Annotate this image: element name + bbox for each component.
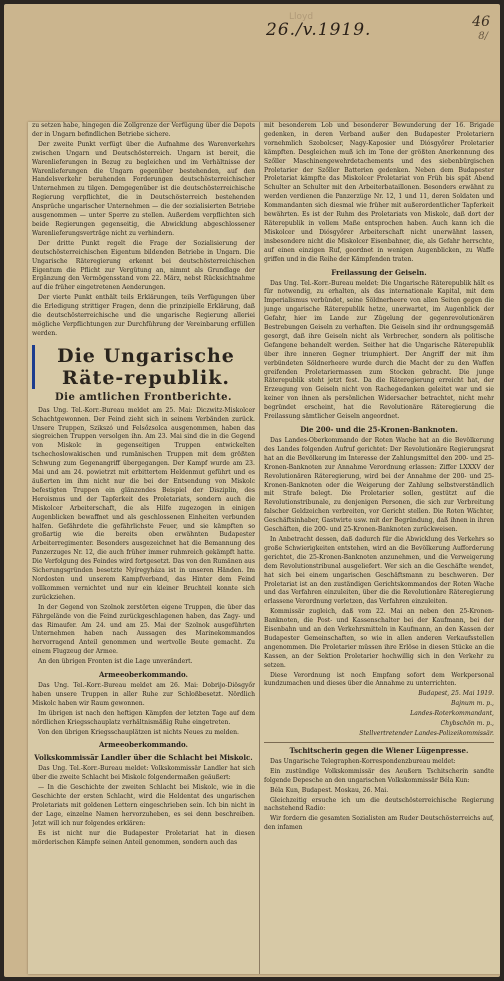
paragraph: mit besonderem Lob und besonderer Bewunderung der 16. Brigade gedenken, in deren Verband außer den Budapester Proletariern vornehmlich Szobolcser, Nagy-Kaposier und Diósgyőrer Proletarier kämpften. Desgleichen muß ich im Tone der größten Anerkennung des Szőller Maschinengewehrdetachements und des siebenbürgischen Proletarier der Szőller Batterien gedenken. Neben dem Budapester Proletariat kämpfte das Miskolcer Proletariat von Früh bis spät Abend Schulter an Schulter mit den Arbeiterbataillonen. Besonders erwähnt zu werden verdienen die Panzerzüge Nr. 12, 1 und 11, deren Soldaten und Kommandanten sich diesmal wie früher mit außerordentlicher Tapferkeit bewährten. Es ist der Ruhm des Proletariats von Miskolc, daß dort der Räterepublik in vollem Maße entsprochen haben. Auch kann ich die Miskolcer und Diósgyőrer Arbeiterschaft nicht unerwähnt lassen, insbesondere nicht die Miskolcer Eisenbahner, die, als Gefahr herrschte, auf einen einzigen Ruf, geordnet in wenigen Augenblicken, zu Waffe griffen und in die Reihe der Kämpfenden traten. [264, 122, 494, 263]
paragraph: Das Ung. Tel.-Korr.-Bureau meldet: Volkskommissär Landler hat sich über die zweite Schlacht bei Miskolc folgendermaßen geäußert: [32, 765, 255, 782]
section-heading: Volkskommissär Landler über die Schlacht bei Miskolc. [34, 753, 253, 763]
paragraph: Von den übrigen Kriegsschauplätzen ist nichts Neues zu melden. [38, 728, 239, 736]
paragraph: Im übrigen ist nach den heftigen Kämpfen der letzten Tage auf dem nördlichen Kriegsschauplatz verhältnismäßig Ruhe eingetreten. [32, 709, 255, 726]
pencil-page-number: 8/ [478, 31, 488, 42]
section-signature: Armeeoberkommando. [99, 670, 188, 680]
handwritten-page-number: 46 [472, 14, 490, 30]
paragraph: Kommissär zugleich, daß vom 22. Mai an neben den 25-Kronen-Banknoten, die Post- und Kassenschalter bei der Kaufmann, bei der Eisenbahn und an den Verkehrsmitteln in Kaufmann, an den Kassen der Budapester Gemeinschaften, so wie in allen anderen Verkaufsstellen angenommen. Die Proletarier müssen ihre Erlöse in diesen Stücke an die Kassen, an der Sektion Proletarier hochwillig sich in den Verkehr zu setzen. [264, 608, 494, 669]
paragraph: Das Ung. Tel.-Korr.-Bureau meldet am 26. Mai: Dobrijo-Diösgyőr haben unsere Truppen in aller Ruhe zur Schloßbesetzt. Nördlich Miskolc haben wir Raum gewonnen. [32, 682, 255, 707]
paragraph: Der vierte Punkt enthält teils Erklärungen, teils Verfügungen über die Erledigung strittiger Fragen, denn die prinzipielle Erklärung, daß die deutschösterreichische und die ungarische Regierung alleriei mögliche Verpflichtungen zur Durchführung der Vereinbarung erfüllen werden. [32, 294, 255, 337]
paragraph: In Anbetracht dessen, daß dadurch für die Abwicklung des Verkehrs so große Schwierigkeiten entstehen, wird an die Bevölkerung Aufforderung gerichtet, die 25-Kronen-Banknoten anzunehmen, und die Verweigerung dem Revolutionstribunal ausgeliefert. Wer sich an die Geschäfte wendet, hat sich bei einem ungarischen Geschäftsmann zu beschweren. Der Proletariat ist an den zuständigen Gerichtskommandos der Roten Wache und das Verfahren einzuleiten, über die die Revolutionäre Räteregierung erlassene Verordnung verletzen, das Verfahren einzuleiten. [264, 535, 494, 606]
section-heading: Tschitscherin gegen die Wiener Lügenpresse. [289, 745, 469, 755]
paragraph: Wir fordern die gesamten Sozialisten am Ruder Deutschösterreichs auf, den infamen [264, 815, 494, 832]
signature-title: Stellvertretender Landes-Polizeikommissär. [359, 730, 494, 737]
paragraph: Der zweite Punkt verfügt über die Aufnahme des Warenverkehrs zwischen Ungarn und Deutschösterreich. Ungarn ist bereit, die Warenlieferungen in Bezug zu begleichen und im Verhältnisse der Warenlieferungen die Ungarn gegenüber bestehenden, auf den Handelsverkehr beruhenden Forderungen deutschösterreichischer Unternehmen zu tilgen. Demgegenüber ist die deutschösterreichische Regierung verpflichtet, die in Deutschösterreich bestehenden Ansprüche ungarischer Unternehmen — die der sozialisierten Betriebe ausgenommen — unter Sperre zu stellen. Außerdem verpflichten sich beide Regierungen gegenseitig, die Abwicklung abgeschlossener Warenlieferungsverträge nicht zu verhindern. [32, 140, 255, 237]
paragraph: In der Gegend von Szolnok zerstörten eigene Truppen, die über das Fährgelände von die Feind zurückgeschlagenen haben, das Zagy- und das Rimaufer. Am 24. und am 25. Mai der Szolnok ausgeführten Unternehmen haben nach Aussagen des Marinekommandos hervorragend Anteil genommen und wertvolle Beute gemacht. Zu einem Flugzeug der Armee. [32, 603, 255, 656]
archive-mount-sheet [4, 4, 500, 977]
right-column [264, 122, 494, 974]
dateline: Budapest, 25. Mai 1919. [418, 690, 494, 698]
paragraph: An den übrigen Fronten ist die Lage unverändert. [38, 658, 193, 666]
signature-name: Bajnum m. p., [451, 700, 494, 708]
faded-stamp: Lloyd [289, 12, 314, 22]
article-headline: Die Ungarische Räte-republik. [32, 345, 255, 389]
paragraph: Das Landes-Oberkommando der Roten Wache hat an die Bevölkerung des Landes folgenden Aufruf gerichtet: Der Revolutionäre Regierungsrat hat an die Bevölkerung im Interesse der Zahlungsmittel den 200- und 25-Kronen-Banknoten zur Annahme Verordnung erlassen: Ziffer LXXXV der Revolutionären Räteregierung, wird bei der Annahme der 200- und 25-Kronen-Banknoten oder die Weigerung der Zahlung selbstverständlich mit Strafe belegt. Die Proletarier sollen, gestützt auf die Revolutionstribunale, zu denjenigen Personen, die sich zur Verbreitung falscher Geldzeichen verbreiten, vor Gericht stellen. Die Roten Wächter, Geschäftsinhaber, Gastwirte usw. mit der Begründung, daß ihnen in ihren Geschäften, die 200- und 25-Kronen-Banknoten zurückweisen. [264, 437, 494, 534]
handwritten-date: 26./v.1919. [266, 20, 372, 40]
paragraph: Gleichzeitig ersuche ich um die deutschösterreichische Regierung nachstehend Radio: [264, 796, 494, 813]
paragraph: Das Ungarische Telegraphen-Korrespondenzbureau meldet: [270, 757, 456, 765]
article-subheadline: Die amtlichen Frontberichte. [54, 391, 233, 403]
paragraph: Béla Kun, Budapest. Moskau, 26. Mai. [270, 786, 389, 794]
paragraph: — In die Geschichte der zweiten Schlacht bei Miskolc, wie in die Geschichte der ersten Schlacht, wird die Heldentat des ungarischen Proletariats mit goldenen Lettern eingeschrieben sein. Ich bin nicht in der Lage, einzelne Namen hervorzuheben, es sei denn beschreiben. Jetzt will ich nur folgendes erklären: [32, 784, 255, 827]
section-heading: Freilassung der Geiseln. [331, 267, 427, 277]
section-rule [264, 742, 494, 743]
paragraph: Das Ung. Tel.-Korr.-Bureau meldet am 25. Mai: Diczwitz-Miskolcer Schachtgewonnen. Der Feind zieht sich in seinem Verbänden zurück. Unsere Truppen, Szikszó und Felsőzsolca ausgenommen, haben das siegreichen Truppen versolgen ihn. Am 23. Mai sind die in die Gegend von Miskolc in gegenseitigen Truppen entwickelten tschechoslowakischen und rumänischen Truppen mit dem größten Schwung zum Gegenangriff übergegangen. Der Kampf wurde am 23. Mai und am 24. powietrzt mit erbittertem Heldenmut geführt und es äußerten im ihm nicht nur die bei der Entsendung von Miskolc befestigten Truppen ein glänzendes Beispiel der Disziplin, des Heroismus und der Tapferkeit des Proletariats, sondern auch die Miskolcer Arbeiterschaft, die als Hilfe zugezogen in einigen Augenblicken bewaffnet und als geschlossenen Einheiten verbunden halfen. Gefährdete die gefährlichste Feuer, und sie kämpften so großartig wie die bereits oben erwähnten Budapester Arbeiterregimenter. Besonders ausgezeichnet hat die Bemannung des Panzerzuges Nr. 12, die auch früher immer ruhmreich gekämpft hatte. Die Verfolgung des Feindes wird fortgesetzt. Das von den Rumänen aus Sicherungsgründen besetzte Nyíregyháza ist in unseren Händen. Im Nordosten und unserem Kampfverband, das Hinter dem Feind vollkommen vernichtet und nur ein kleiner Bruchteil konnte sich zurückziehen. [32, 406, 255, 601]
signature-name: Chybschön m. p., [440, 720, 494, 728]
paragraph: Diese Verordnung ist noch Empfang sofort dem Werkpersonal kundzumachen und dieses über die Annahme zu unterrichten. [264, 671, 494, 688]
paragraph: zu setzen habe, hingegen die Zollgrenze der Verfügung über die Depots der in Ungarn befindlichen Betriebe sichere. [32, 122, 255, 138]
left-column [32, 122, 255, 974]
newspaper-clipping [28, 122, 500, 974]
signature-title: Landes-Roterkommandant, [410, 710, 494, 718]
paragraph: Es ist nicht nur die Budapester Proletariat hat in diesen mörderischen Kämpfe seinen Anteil genommen, sondern auch das [32, 829, 255, 846]
section-signature: Armeeoberkommando. [99, 740, 188, 750]
paragraph: Ein zustündige Volkskommissär des Aeußern Tschitscherin sandte folgende Depesche an den ungarischen Volkskommissär Béla Kun: [264, 767, 494, 784]
paragraph: Der dritte Punkt regelt die Frage der Sozialisierung der deutschösterreichischen Eigentum bildenden Betriebe in Ungarn. Die Ungarische Räteregierung erkennt bei deutschösterreichischen Eigentum die Pflicht zur Vergütung an, nimmt als Grundlage der Ergänzung den Vermögensstand vom 22. März, nebst Rücksichtnahme auf die früher eingetretenen Aenderungen. [32, 239, 255, 292]
paragraph: Das Ung. Tel.-Korr.-Bureau meldet: Die Ungarische Räterepublik hält es für notwendig, zu erhalten, als das internationale Kapital, mit dem Imperialismus verbündet, seine Söldnerheere von allen Seiten gegen die junge ungarische Räterepublik hetze, unerwartet, im Augenblick der Gefahr, hier im Lande zur Zügelung der gegenrevolutionären Bestrebungen Geiseln zu verhaften. Die Geiseln sind ihr ordnungsgemäß gesorgt, daß ihre Geiseln nicht als Verbrecher, sondern als politische Gefangene behandelt werden. Seither hat die Ungarische Räterepublik über ihre inneren Gegner triumphiert. Der Angriff der mit ihm verbündeten Söldnerheere wurde durch die Macht der zu den Waffen greifenden Proletariermassen zum Stocken gebracht. Die junge Räterepublik steht jetzt fest. Da die Räteregierung erreicht hat, der Erzeugung von Geiseln nicht von Rachegedanken geleitet war und sie keiner von ihnen als persönlichen Widersacher betrachtet, nicht mehr begründet erscheint, hat die Revolutionäre Räteregierung die Freilassung sämtlicher Geiseln angeordnet. [264, 279, 494, 421]
section-heading: Die 200- und die 25-Kronen-Banknoten. [300, 425, 458, 434]
column-divider [259, 122, 260, 974]
